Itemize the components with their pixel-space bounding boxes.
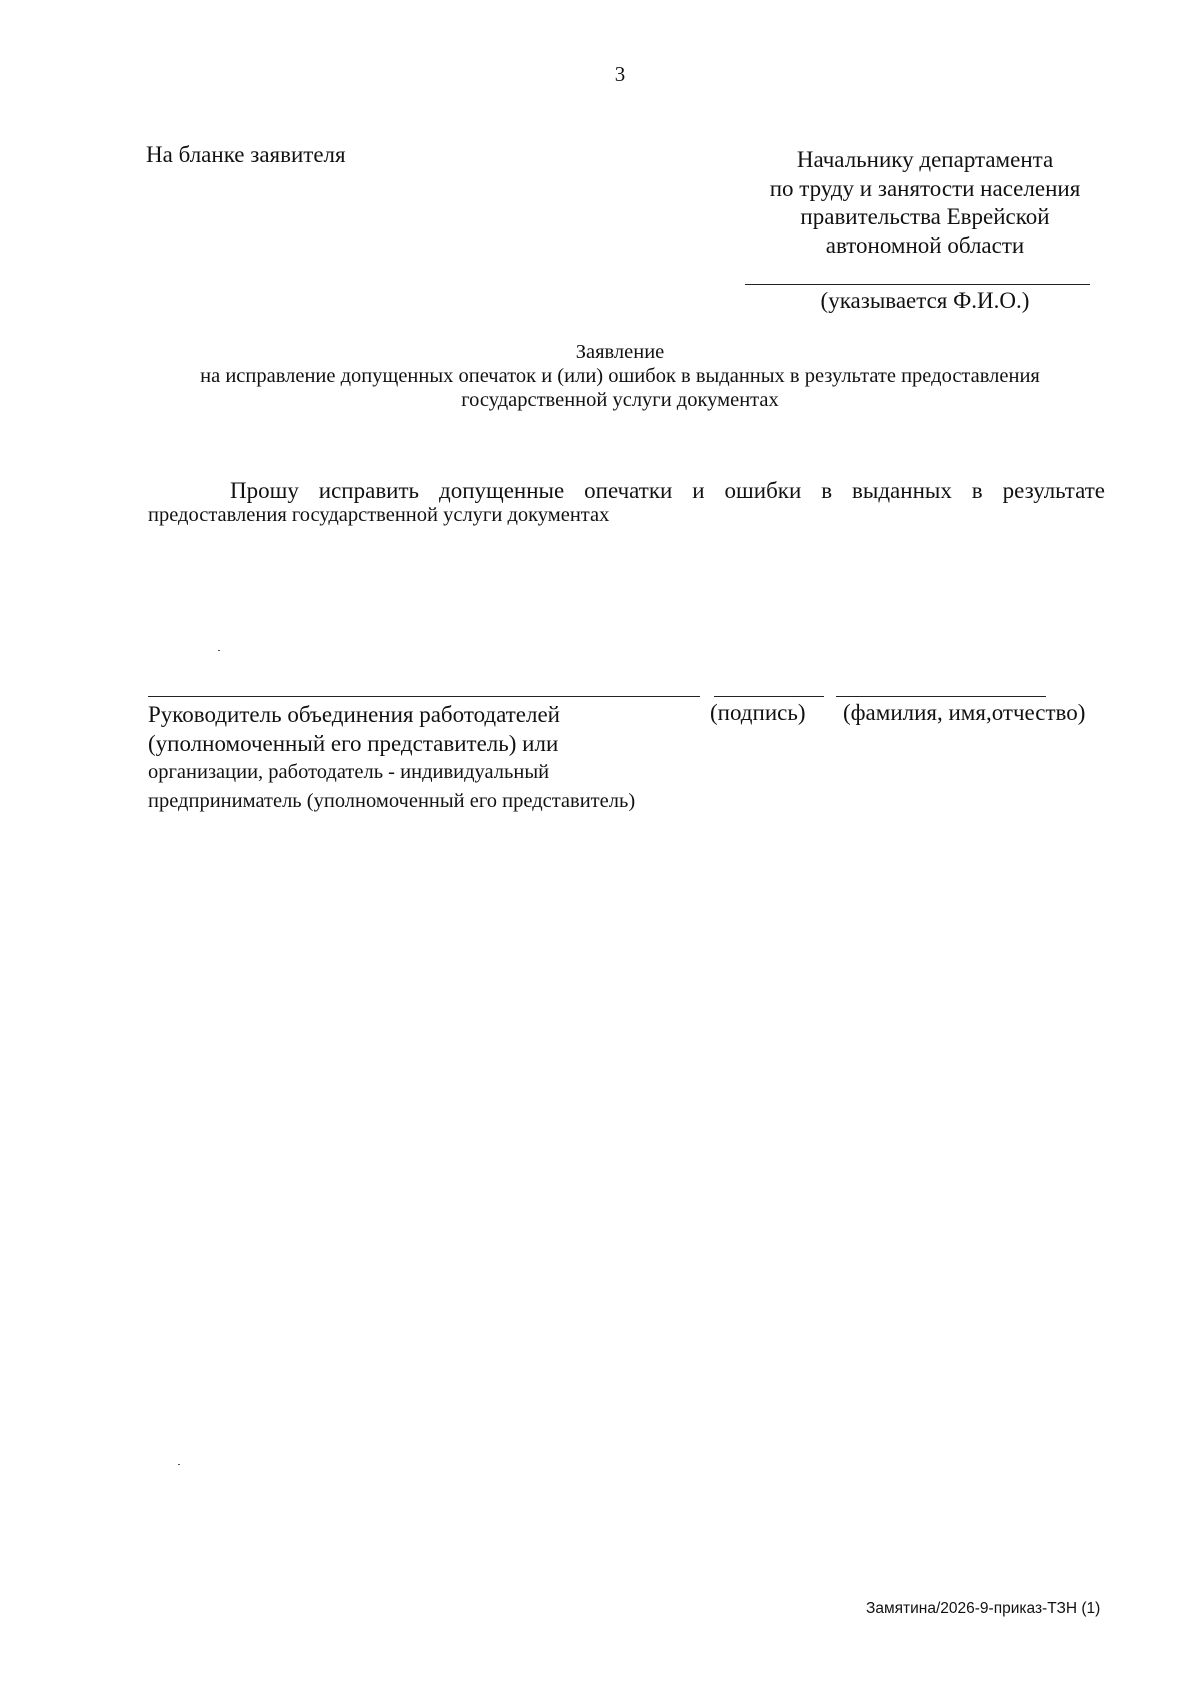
signatory-role-line: (уполномоченный его представитель) или [148,731,559,756]
role-blank-line [148,696,700,697]
fio-hint: (указывается Ф.И.О.) [820,288,1030,313]
title-heading: Заявление [575,341,665,363]
signatory-role-line: Руководитель объединения работодателей [148,702,560,727]
addressee-line: правительства Еврейской [800,204,1050,229]
footer-document-code: Замятина/2026-9-приказ-ТЗН (1) [866,1600,1101,1617]
full-name-label: (фамилия, имя,отчество) [843,700,1086,725]
addressee-line: по труду и занятости населения [769,175,1081,201]
page-number: 3 [614,62,626,86]
letterhead-note: На бланке заявителя [146,142,346,167]
title-line: на исправление допущенных опечаток и (или) ошибок в выданных в результате предоставления [200,365,1040,387]
addressee-line: Начальнику департамента [796,147,1054,172]
title-line: государственной услуги документах [461,389,779,411]
signature-blank-line [714,696,824,697]
name-blank-line [836,696,1046,697]
signature-label: (подпись) [710,700,806,725]
fio-blank-line [745,284,1090,285]
addressee-block [740,146,1110,260]
request-text-line-1: Прошу исправить допущенные опечатки и ошибки в выданных в результате [230,478,1105,503]
signatory-role-line: предприниматель (уполномоченный его представитель) [148,790,636,812]
addressee-line: автономной области [825,232,1025,258]
signatory-role-line: организации, работодатель - индивидуальный [148,761,550,783]
scan-speck [218,650,220,651]
request-text-line-2: предоставления государственной услуги документах [148,504,610,526]
scan-speck [178,1464,180,1465]
document-title [140,340,1100,412]
signatory-role [148,700,635,816]
